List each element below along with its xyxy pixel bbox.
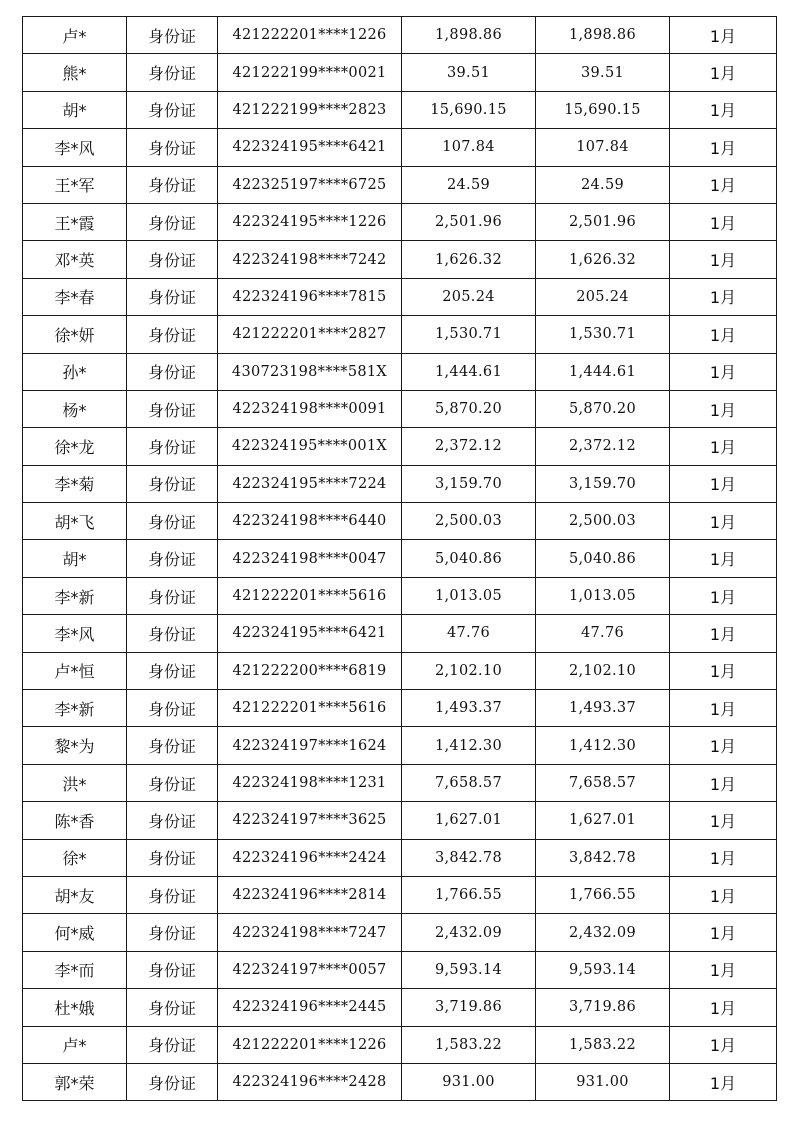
table-row (23, 465, 777, 502)
id-type-cell: 身份证 (127, 203, 218, 240)
month-cell: 1月 (670, 764, 777, 801)
paid-amount-cell: 205.24 (536, 278, 670, 315)
amount-cell: 2,501.96 (402, 203, 536, 240)
paid-amount-cell: 1,412.30 (536, 727, 670, 764)
id-type-cell: 身份证 (127, 503, 218, 540)
id-type-cell: 身份证 (127, 876, 218, 913)
id-number-cell: 421222200****6819 (218, 652, 402, 689)
table-row (23, 278, 777, 315)
paid-amount-cell: 47.76 (536, 615, 670, 652)
table-row (23, 353, 777, 390)
id-number-cell: 421222201****5616 (218, 577, 402, 614)
id-type-cell: 身份证 (127, 428, 218, 465)
id-type-cell: 身份证 (127, 278, 218, 315)
id-type-cell: 身份证 (127, 1026, 218, 1063)
amount-cell: 2,372.12 (402, 428, 536, 465)
paid-amount-cell: 24.59 (536, 166, 670, 203)
paid-amount-cell: 2,432.09 (536, 914, 670, 951)
paid-amount-cell: 1,583.22 (536, 1026, 670, 1063)
month-cell: 1月 (670, 316, 777, 353)
id-type-cell: 身份证 (127, 764, 218, 801)
paid-amount-cell: 2,372.12 (536, 428, 670, 465)
id-type-cell: 身份证 (127, 839, 218, 876)
table-row (23, 802, 777, 839)
amount-cell: 931.00 (402, 1063, 536, 1100)
table-row (23, 839, 777, 876)
id-type-cell: 身份证 (127, 353, 218, 390)
month-cell: 1月 (670, 203, 777, 240)
paid-amount-cell: 2,500.03 (536, 503, 670, 540)
id-number-cell: 422324196****2445 (218, 989, 402, 1026)
id-number-cell: 422324195****001X (218, 428, 402, 465)
id-type-cell: 身份证 (127, 615, 218, 652)
name-cell: 胡*飞 (23, 503, 127, 540)
id-number-cell: 430723198****581X (218, 353, 402, 390)
month-cell: 1月 (670, 91, 777, 128)
table-row (23, 54, 777, 91)
id-number-cell: 422324196****2814 (218, 876, 402, 913)
paid-amount-cell: 39.51 (536, 54, 670, 91)
amount-cell: 1,530.71 (402, 316, 536, 353)
table-row (23, 1063, 777, 1100)
table-row (23, 428, 777, 465)
month-cell: 1月 (670, 241, 777, 278)
name-cell: 王*军 (23, 166, 127, 203)
id-number-cell: 422324196****7815 (218, 278, 402, 315)
table-row (23, 129, 777, 166)
month-cell: 1月 (670, 428, 777, 465)
amount-cell: 3,719.86 (402, 989, 536, 1026)
month-cell: 1月 (670, 540, 777, 577)
paid-amount-cell: 3,842.78 (536, 839, 670, 876)
id-number-cell: 422324195****6421 (218, 615, 402, 652)
table-body (23, 17, 777, 1101)
paid-amount-cell: 5,040.86 (536, 540, 670, 577)
id-number-cell: 422324196****2424 (218, 839, 402, 876)
id-number-cell: 422324198****6440 (218, 503, 402, 540)
id-number-cell: 421222201****5616 (218, 690, 402, 727)
month-cell: 1月 (670, 951, 777, 988)
id-type-cell: 身份证 (127, 390, 218, 427)
amount-cell: 5,040.86 (402, 540, 536, 577)
id-type-cell: 身份证 (127, 166, 218, 203)
id-type-cell: 身份证 (127, 17, 218, 54)
month-cell: 1月 (670, 166, 777, 203)
name-cell: 卢* (23, 17, 127, 54)
name-cell: 杜*娥 (23, 989, 127, 1026)
name-cell: 胡*友 (23, 876, 127, 913)
id-type-cell: 身份证 (127, 577, 218, 614)
name-cell: 洪* (23, 764, 127, 801)
paid-amount-cell: 1,013.05 (536, 577, 670, 614)
id-number-cell: 422324195****6421 (218, 129, 402, 166)
month-cell: 1月 (670, 839, 777, 876)
paid-amount-cell: 1,898.86 (536, 17, 670, 54)
table-row (23, 17, 777, 54)
name-cell: 徐*妍 (23, 316, 127, 353)
paid-amount-cell: 1,627.01 (536, 802, 670, 839)
table-row (23, 764, 777, 801)
amount-cell: 107.84 (402, 129, 536, 166)
table-row (23, 241, 777, 278)
paid-amount-cell: 1,530.71 (536, 316, 670, 353)
id-number-cell: 422324198****1231 (218, 764, 402, 801)
id-type-cell: 身份证 (127, 652, 218, 689)
name-cell: 熊* (23, 54, 127, 91)
amount-cell: 1,583.22 (402, 1026, 536, 1063)
id-type-cell: 身份证 (127, 129, 218, 166)
id-number-cell: 422325197****6725 (218, 166, 402, 203)
month-cell: 1月 (670, 802, 777, 839)
paid-amount-cell: 107.84 (536, 129, 670, 166)
month-cell: 1月 (670, 652, 777, 689)
paid-amount-cell: 1,493.37 (536, 690, 670, 727)
id-number-cell: 421222201****1226 (218, 17, 402, 54)
name-cell: 郭*荣 (23, 1063, 127, 1100)
table-row (23, 727, 777, 764)
month-cell: 1月 (670, 690, 777, 727)
amount-cell: 15,690.15 (402, 91, 536, 128)
id-number-cell: 422324195****1226 (218, 203, 402, 240)
name-cell: 李*春 (23, 278, 127, 315)
paid-amount-cell: 1,626.32 (536, 241, 670, 278)
id-type-cell: 身份证 (127, 1063, 218, 1100)
table-row (23, 876, 777, 913)
id-number-cell: 422324198****0091 (218, 390, 402, 427)
paid-amount-cell: 2,102.10 (536, 652, 670, 689)
paid-amount-cell: 3,719.86 (536, 989, 670, 1026)
table-row (23, 203, 777, 240)
id-number-cell: 421222199****0021 (218, 54, 402, 91)
month-cell: 1月 (670, 17, 777, 54)
id-type-cell: 身份证 (127, 540, 218, 577)
id-number-cell: 422324197****1624 (218, 727, 402, 764)
name-cell: 卢* (23, 1026, 127, 1063)
month-cell: 1月 (670, 989, 777, 1026)
amount-cell: 2,102.10 (402, 652, 536, 689)
id-number-cell: 422324197****3625 (218, 802, 402, 839)
table-row (23, 989, 777, 1026)
table-row (23, 503, 777, 540)
id-number-cell: 421222199****2823 (218, 91, 402, 128)
id-type-cell: 身份证 (127, 690, 218, 727)
amount-cell: 2,432.09 (402, 914, 536, 951)
id-number-cell: 422324195****7224 (218, 465, 402, 502)
name-cell: 邓*英 (23, 241, 127, 278)
table-row (23, 316, 777, 353)
paid-amount-cell: 3,159.70 (536, 465, 670, 502)
id-type-cell: 身份证 (127, 727, 218, 764)
amount-cell: 24.59 (402, 166, 536, 203)
id-number-cell: 422324198****0047 (218, 540, 402, 577)
paid-amount-cell: 7,658.57 (536, 764, 670, 801)
name-cell: 李*新 (23, 690, 127, 727)
amount-cell: 1,626.32 (402, 241, 536, 278)
name-cell: 杨* (23, 390, 127, 427)
amount-cell: 3,159.70 (402, 465, 536, 502)
id-type-cell: 身份证 (127, 951, 218, 988)
paid-amount-cell: 931.00 (536, 1063, 670, 1100)
amount-cell: 5,870.20 (402, 390, 536, 427)
table-row (23, 91, 777, 128)
id-number-cell: 422324197****0057 (218, 951, 402, 988)
id-type-cell: 身份证 (127, 91, 218, 128)
id-type-cell: 身份证 (127, 465, 218, 502)
id-type-cell: 身份证 (127, 802, 218, 839)
amount-cell: 3,842.78 (402, 839, 536, 876)
month-cell: 1月 (670, 1026, 777, 1063)
amount-cell: 1,627.01 (402, 802, 536, 839)
amount-cell: 1,766.55 (402, 876, 536, 913)
table-row (23, 914, 777, 951)
month-cell: 1月 (670, 615, 777, 652)
table-row (23, 577, 777, 614)
name-cell: 徐* (23, 839, 127, 876)
name-cell: 孙* (23, 353, 127, 390)
month-cell: 1月 (670, 278, 777, 315)
amount-cell: 39.51 (402, 54, 536, 91)
amount-cell: 1,013.05 (402, 577, 536, 614)
paid-amount-cell: 2,501.96 (536, 203, 670, 240)
name-cell: 王*霞 (23, 203, 127, 240)
paid-amount-cell: 1,444.61 (536, 353, 670, 390)
name-cell: 黎*为 (23, 727, 127, 764)
id-number-cell: 422324196****2428 (218, 1063, 402, 1100)
table-row (23, 615, 777, 652)
id-type-cell: 身份证 (127, 316, 218, 353)
name-cell: 胡* (23, 91, 127, 128)
table-row (23, 690, 777, 727)
amount-cell: 1,493.37 (402, 690, 536, 727)
month-cell: 1月 (670, 54, 777, 91)
amount-cell: 1,412.30 (402, 727, 536, 764)
id-type-cell: 身份证 (127, 914, 218, 951)
amount-cell: 7,658.57 (402, 764, 536, 801)
name-cell: 李*而 (23, 951, 127, 988)
month-cell: 1月 (670, 390, 777, 427)
table-row (23, 166, 777, 203)
amount-cell: 1,898.86 (402, 17, 536, 54)
id-number-cell: 422324198****7247 (218, 914, 402, 951)
table-row (23, 951, 777, 988)
month-cell: 1月 (670, 727, 777, 764)
id-number-cell: 422324198****7242 (218, 241, 402, 278)
table-row (23, 1026, 777, 1063)
name-cell: 李*风 (23, 129, 127, 166)
table-row (23, 390, 777, 427)
paid-amount-cell: 15,690.15 (536, 91, 670, 128)
name-cell: 卢*恒 (23, 652, 127, 689)
name-cell: 陈*香 (23, 802, 127, 839)
paid-amount-cell: 1,766.55 (536, 876, 670, 913)
paid-amount-cell: 9,593.14 (536, 951, 670, 988)
name-cell: 李*菊 (23, 465, 127, 502)
payment-table (22, 16, 777, 1101)
month-cell: 1月 (670, 465, 777, 502)
name-cell: 李*风 (23, 615, 127, 652)
amount-cell: 9,593.14 (402, 951, 536, 988)
month-cell: 1月 (670, 353, 777, 390)
month-cell: 1月 (670, 914, 777, 951)
name-cell: 李*新 (23, 577, 127, 614)
month-cell: 1月 (670, 577, 777, 614)
amount-cell: 2,500.03 (402, 503, 536, 540)
amount-cell: 205.24 (402, 278, 536, 315)
id-number-cell: 421222201****2827 (218, 316, 402, 353)
month-cell: 1月 (670, 129, 777, 166)
id-type-cell: 身份证 (127, 241, 218, 278)
name-cell: 胡* (23, 540, 127, 577)
name-cell: 何*威 (23, 914, 127, 951)
paid-amount-cell: 5,870.20 (536, 390, 670, 427)
id-type-cell: 身份证 (127, 54, 218, 91)
month-cell: 1月 (670, 1063, 777, 1100)
id-type-cell: 身份证 (127, 989, 218, 1026)
month-cell: 1月 (670, 876, 777, 913)
name-cell: 徐*龙 (23, 428, 127, 465)
amount-cell: 1,444.61 (402, 353, 536, 390)
table-row (23, 540, 777, 577)
amount-cell: 47.76 (402, 615, 536, 652)
id-number-cell: 421222201****1226 (218, 1026, 402, 1063)
table-row (23, 652, 777, 689)
month-cell: 1月 (670, 503, 777, 540)
